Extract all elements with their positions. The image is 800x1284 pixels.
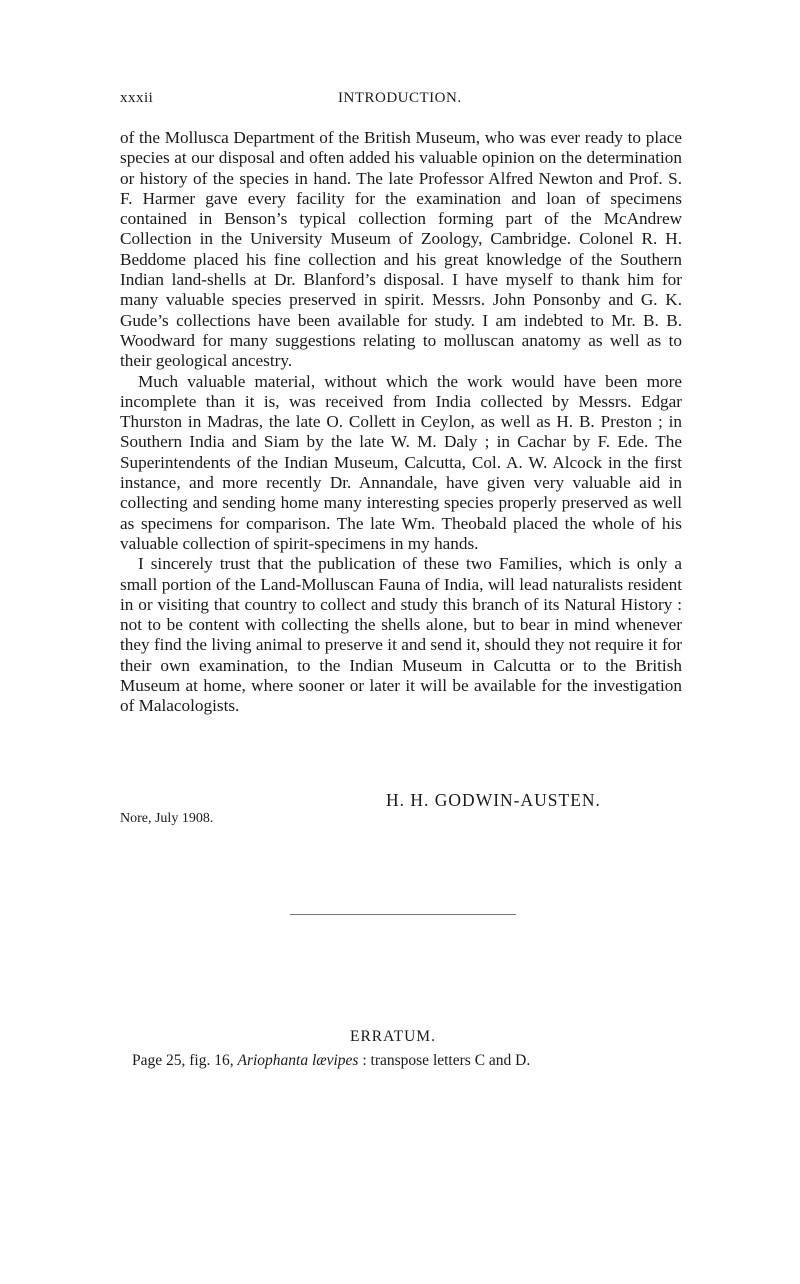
dateline: Nore, July 1908. [120,811,214,826]
paragraph-acknowledgements: of the Mollusca Department of the British Museum, who was ever ready to place species at our disposal and often added his valuable opinion on the determination or history of the species in hand. The late Professor Alfred Newton and Prof. S. F. Harmer gave every facility for the examination and loan of specimens contained in Benson’s typical collection forming part of the McAndrew Collection in the University Museum of Zoology, Cambridge. Colonel R. H. Beddome placed his fine collection and his great knowledge of the Southern Indian land-shells at Dr. Blanford’s disposal. I have myself to thank him for many valuable species preserved in spirit. Messrs. John Ponsonby and G. K. Gude’s collections have been available for study. I am indebted to Mr. B. B. Woodward for many suggestions relating to molluscan anatomy as well as to their geological ancestry. [120,128,682,371]
erratum-suffix: : transpose letters C and D. [358,1052,531,1069]
body-text [120,128,682,717]
erratum-note [132,1052,530,1070]
paragraph-closing: I sincerely trust that the publication of these two Families, which is only a small portion of the Land-Molluscan Fauna of India, will lead naturalists resident in or visiting that country to collect and study this branch of its Natural History : not to be content with collecting the shells alone, but to bear in mind whenever they find the living animal to preserve it and send it, should they not require it for their own examination, to the Indian Museum in Calcutta or to the British Museum at home, where sooner or later it will be available for the investigation of Malacologists. [120,554,682,716]
erratum-heading: ERRATUM. [350,1028,436,1045]
erratum-prefix: Page 25, fig. 16, [132,1052,238,1069]
erratum-species: Ariophanta lævipes [237,1052,359,1069]
running-title: INTRODUCTION. [338,90,462,106]
page-number: xxxii [120,90,154,106]
divider-rule [290,914,516,915]
paragraph-material: Much valuable material, without which the work would have been more incomplete than it is, was received from India collected by Messrs. Edgar Thurston in Madras, the late O. Collett in Ceylon, as well as H. B. Preston ; in Southern India and Siam by the late W. M. Daly ; in Cachar by F. Ede. The Superintendents of the Indian Museum, Calcutta, Col. A. W. Alcock in the first instance, and more recently Dr. Annandale, have given very valuable aid in collecting and sending home many interesting species properly preserved as well as specimens for comparison. The late Wm. Theobald placed the whole of his valuable collection of spirit-specimens in my hands. [120,371,682,553]
running-head [120,90,680,110]
author-signature: H. H. GODWIN-AUSTEN. [386,790,601,810]
